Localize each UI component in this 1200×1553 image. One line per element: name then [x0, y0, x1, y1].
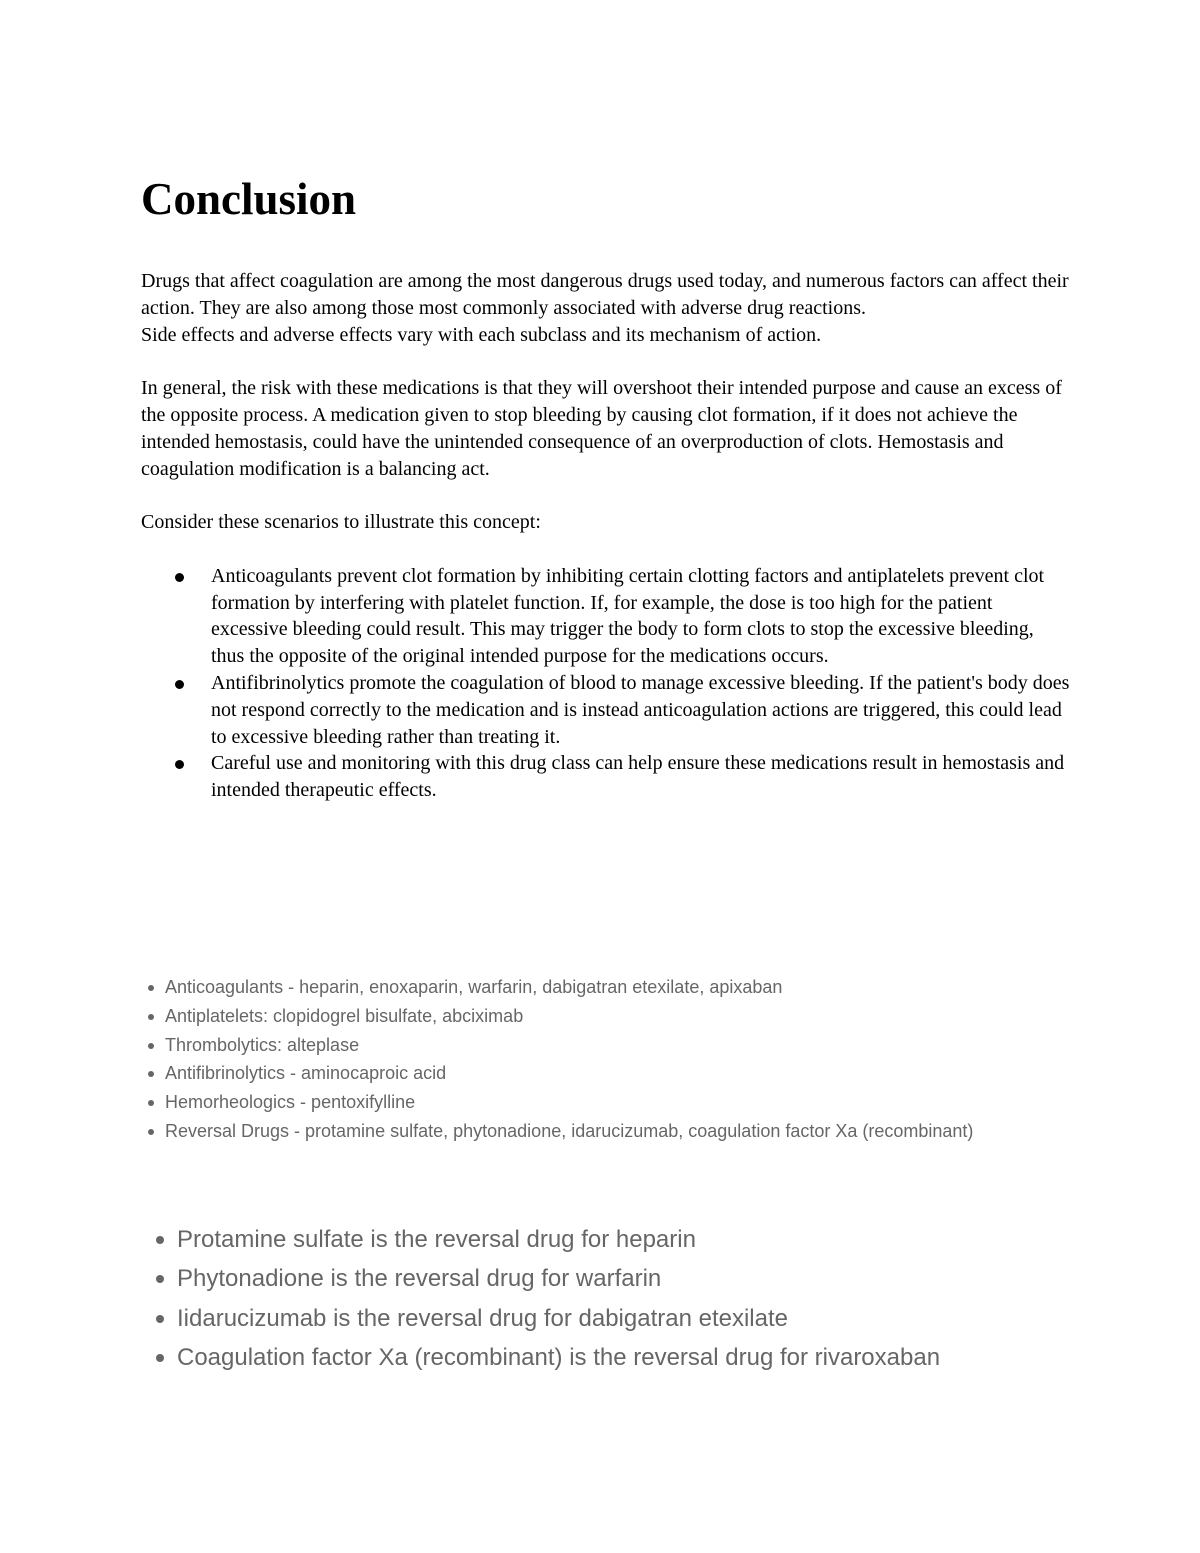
intro-paragraph: Drugs that affect coagulation are among the most dangerous drugs used today, and numerous factors can affect their action. They are also among those most commonly associated with adverse drug reactions. [141, 270, 1069, 319]
drug-class-text: Thrombolytics: alteplase [165, 1034, 360, 1055]
scenario-text: Antifibrinolytics promote the coagulation of blood to manage excessive bleeding. If the patient's body does not respond correctly to the medication and is instead anticoagulation actions are triggered, this could lead to excessive bleeding rather than treating it. [211, 671, 1070, 748]
list-item [148, 1002, 973, 1031]
bullet-icon [148, 1043, 154, 1049]
list-item [156, 1220, 940, 1259]
scenarios-intro: Consider these scenarios to illustrate this concept: [141, 511, 541, 534]
list-item [211, 750, 1071, 804]
reversal-drug-text: Phytonadione is the reversal drug for warfarin [177, 1265, 662, 1293]
bullet-icon [148, 1129, 154, 1135]
list-item [156, 1338, 940, 1377]
conclusion-section [141, 170, 1071, 804]
paragraph-spacer [141, 482, 1071, 509]
drug-class-text: Reversal Drugs - protamine sulfate, phytonadione, idarucizumab, coagulation factor Xa (recombinant) [165, 1120, 974, 1141]
scenario-text: Anticoagulants prevent clot formation by inhibiting certain clotting factors and antiplatelets prevent clot formation by interfering with platelet function. If, for example, the dose is too high for the patient excessive bleeding could result. This may trigger the body to form clots to stop the excessive bleeding, thus the opposite of the original intended purpose for the medications occurs. [211, 564, 1045, 668]
list-item [148, 1059, 973, 1088]
drug-class-text: Antifibrinolytics - aminocaproic acid [165, 1063, 447, 1084]
bullet-icon [156, 1354, 164, 1362]
bullet-icon [148, 1014, 154, 1020]
reversal-drug-text: Iidarucizumab is the reversal drug for dabigatran etexilate [177, 1304, 788, 1332]
bullet-icon [156, 1275, 164, 1283]
drug-class-list [148, 973, 973, 1146]
drug-class-text: Hemorheologics - pentoxifylline [165, 1092, 416, 1113]
reversal-drug-text: Coagulation factor Xa (recombinant) is the reversal drug for rivaroxaban [177, 1343, 941, 1371]
bullet-icon [148, 1071, 154, 1077]
list-item [211, 563, 1071, 670]
bullet-icon [156, 1236, 164, 1244]
paragraph-spacer [141, 348, 1071, 375]
bullet-icon [175, 680, 184, 689]
bullet-icon [156, 1315, 164, 1323]
bullet-icon [148, 985, 154, 991]
drug-class-text: Anticoagulants - heparin, enoxaparin, warfarin, dabigatran etexilate, apixaban [165, 977, 783, 997]
bullet-icon [175, 573, 184, 582]
list-item [156, 1259, 940, 1298]
list-item [148, 973, 973, 1002]
page-title: Conclusion [141, 174, 357, 224]
list-item [148, 1031, 973, 1060]
list-item [148, 1117, 973, 1146]
drug-class-text: Antiplatelets: clopidogrel bisulfate, abciximab [165, 1005, 524, 1026]
risk-paragraph: In general, the risk with these medications is that they will overshoot their intended purpose and cause an excess of the opposite process. A medication given to stop bleeding by causing clot formation, if it does not achieve the intended hemostasis, could have the unintended consequence of an overproduction of clots. Hemostasis and coagulation modification is a balancing act. [141, 377, 1062, 480]
list-item [211, 670, 1071, 750]
scenario-text: Careful use and monitoring with this drug class can help ensure these medications result in hemostasis and intended therapeutic effects. [211, 752, 1065, 802]
reversal-drug-text: Protamine sulfate is the reversal drug for heparin [177, 1226, 696, 1253]
bullet-icon [148, 1100, 154, 1106]
list-item [156, 1299, 940, 1338]
reversal-drug-list [156, 1220, 940, 1377]
bullet-icon [175, 760, 184, 769]
scenario-list [141, 563, 1071, 804]
side-effects-paragraph: Side effects and adverse effects vary with each subclass and its mechanism of action. [141, 323, 822, 346]
list-item [148, 1088, 973, 1117]
